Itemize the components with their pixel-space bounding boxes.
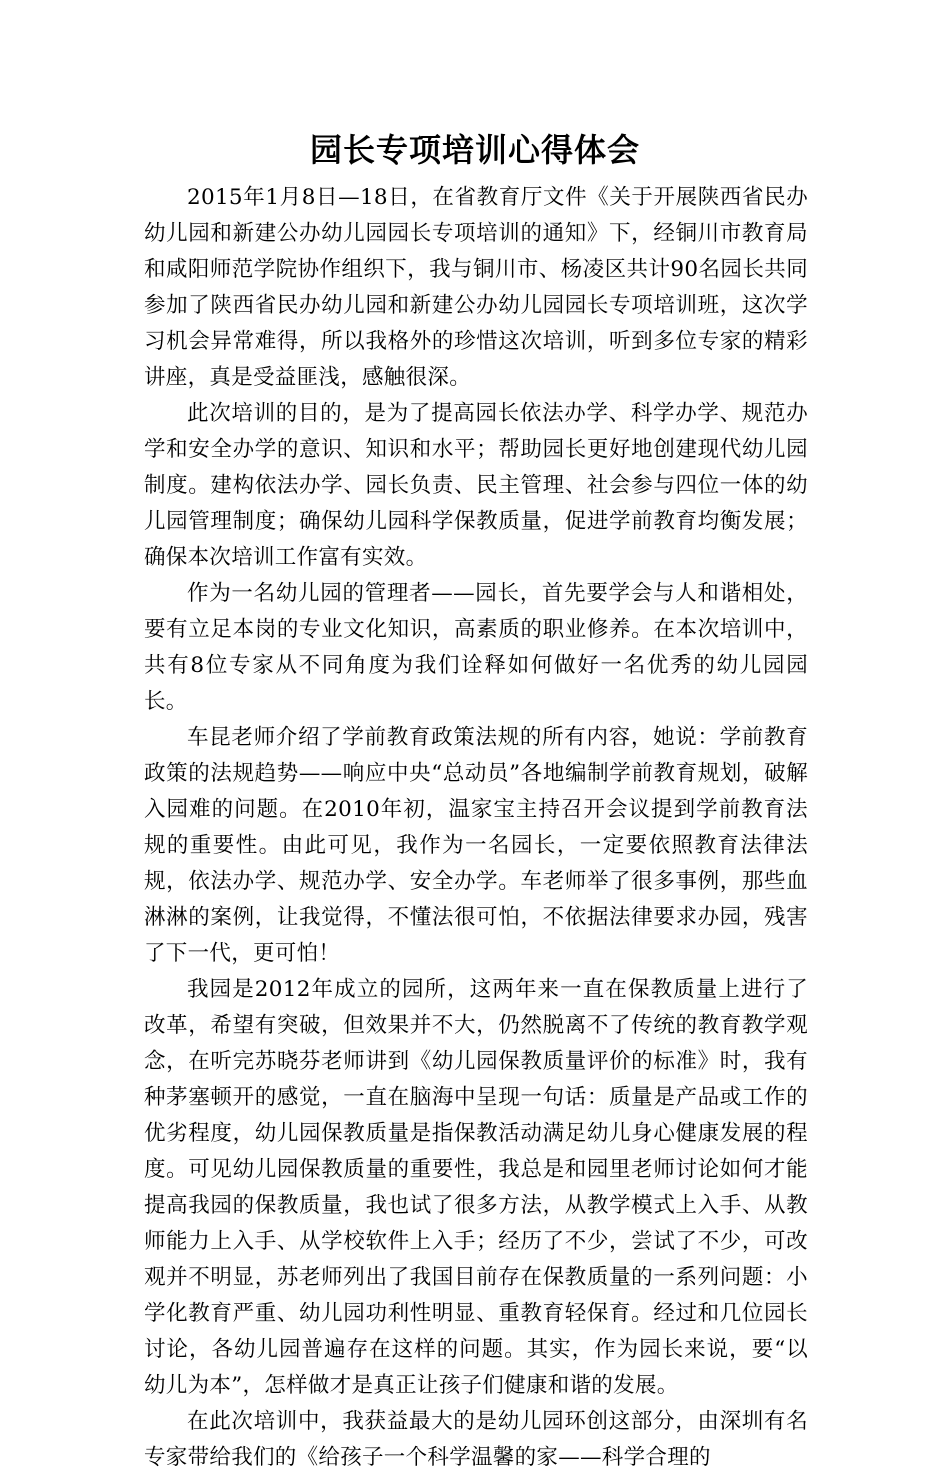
paragraph-1: 2015年1月8日—18日，在省教育厅文件《关于开展陕西省民办幼儿园和新建公办幼儿园园长专项培训的通知》下，经铜川市教育局和咸阳师范学院协作组织下，我与铜川市、杨凌区共计90名园长共同参加了陕西省民办幼儿园和新建公办幼儿园园长专项培训班，这次学习机会异常难得，所以我格外的珍惜这次培训，听到多位专家的精彩讲座，真是受益匪浅，感触很深。 bbox=[144, 185, 808, 390]
document-title: 园长专项培训心得体会 bbox=[309, 131, 640, 169]
document-body bbox=[144, 180, 808, 1476]
paragraph-2: 此次培训的目的，是为了提高园长依法办学、科学办学、规范办学和安全办学的意识、知识和水平；帮助园长更好地创建现代幼儿园制度。建构依法办学、园长负责、民主管理、社会参与四位一体的幼儿园管理制度；确保幼儿园科学保教质量，促进学前教育均衡发展；确保本次培训工作富有实效。 bbox=[144, 401, 808, 570]
paragraph-3: 作为一名幼儿园的管理者——园长，首先要学会与人和谐相处，要有立足本岗的专业文化知识，高素质的职业修养。在本次培训中，共有8位专家从不同角度为我们诠释如何做好一名优秀的幼儿园园长。 bbox=[144, 581, 808, 714]
paragraph-4: 车昆老师介绍了学前教育政策法规的所有内容，她说：学前教育政策的法规趋势——响应中央“总动员”各地编制学前教育规划，破解入园难的问题。在2010年初，温家宝主持召开会议提到学前教育法规的重要性。由此可见，我作为一名园长，一定要依照教育法律法规，依法办学、规范办学、安全办学。车老师举了很多事例，那些血淋淋的案例，让我觉得，不懂法很可怕，不依据法律要求办园，残害了下一代，更可怕！ bbox=[144, 725, 808, 966]
paragraph-5: 我园是2012年成立的园所，这两年来一直在保教质量上进行了改革，希望有突破，但效果并不大，仍然脱离不了传统的教育教学观念，在听完苏晓芬老师讲到《幼儿园保教质量评价的标准》时，我有种茅塞顿开的感觉，一直在脑海中呈现一句话：质量是产品或工作的优劣程度，幼儿园保教质量是指保教活动满足幼儿身心健康发展的程度。可见幼儿园保教质量的重要性，我总是和园里老师讨论如何才能提高我园的保教质量，我也试了很多方法，从教学模式上入手、从教师能力上入手、从学校软件上入手；经历了不少，尝试了不少，可改观并不明显，苏老师列出了我国目前存在保教质量的一系列问题：小学化教育严重、幼儿园功利性明显、重教育轻保育。经过和几位园长讨论，各幼儿园普遍存在这样的问题。其实，作为园长来说，要“以幼儿为本”，怎样做才是真正让孩子们健康和谐的发展。 bbox=[144, 977, 808, 1398]
paragraph-6: 在此次培训中，我获益最大的是幼儿园环创这部分，由深圳有名专家带给我们的《给孩子一个科学温馨的家——科学合理的 bbox=[144, 1409, 808, 1470]
